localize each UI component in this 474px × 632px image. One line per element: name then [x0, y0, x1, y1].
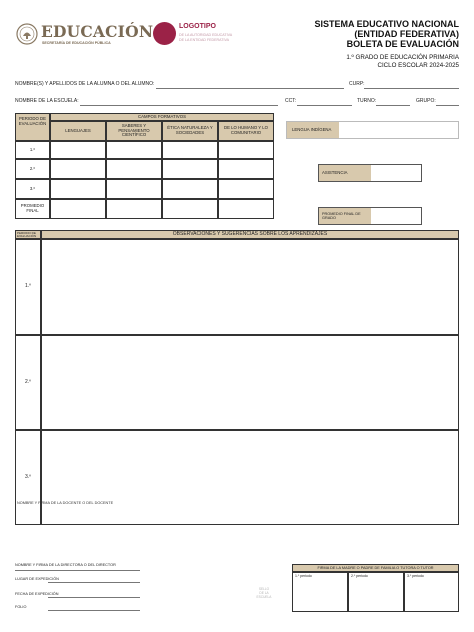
obs-text-area[interactable]	[41, 430, 459, 525]
grade-cell[interactable]	[218, 141, 274, 159]
curp-label: CURP:	[349, 81, 365, 87]
grade-cell[interactable]	[162, 179, 218, 199]
parents-signature-title: FIRMA DE LA MADRE O PADRE DE FAMILIA O TUTORA O TUTOR	[292, 564, 459, 572]
col-humano: DE LO HUMANO Y LO COMUNITARIO	[218, 121, 274, 141]
grade-cell[interactable]	[162, 159, 218, 179]
obs-period-label-1: 1.º	[15, 239, 41, 335]
brand-title: EDUCACIÓN	[41, 22, 154, 41]
promedio-final-label: PROMEDIO FINAL DE GRADO	[319, 208, 371, 224]
campos-formativos-header: CAMPOS FORMATIVOS	[50, 113, 274, 121]
date-line[interactable]	[48, 597, 140, 598]
grade-cell[interactable]	[50, 159, 106, 179]
lengua-indigena-label: LENGUA INDÍGENA	[287, 122, 339, 138]
seal-line-1: SELLO	[258, 587, 270, 591]
grade-cell[interactable]	[162, 199, 218, 219]
grupo-label: GRUPO:	[416, 98, 436, 104]
title-line-1: SISTEMA EDUCATIVO NACIONAL	[314, 19, 459, 29]
place-label: LUGAR DE EXPEDICIÓN	[15, 577, 59, 581]
grade-cell[interactable]	[50, 199, 106, 219]
obs-period-label-3: 3.º	[15, 430, 41, 525]
seal-line-3: ESCUELA	[256, 594, 272, 599]
grade-cell[interactable]	[106, 141, 162, 159]
grade-cell[interactable]	[50, 179, 106, 199]
parent-signature-box[interactable]	[292, 572, 348, 612]
school-seal-placeholder	[250, 588, 278, 600]
grade-cell[interactable]	[218, 159, 274, 179]
cct-line[interactable]	[297, 105, 352, 106]
asistencia-label: ASISTENCIA	[319, 165, 371, 181]
director-label: NOMBRE Y FIRMA DE LA DIRECTORA O DEL DIRECTOR	[15, 563, 116, 567]
logo-sub-2: DE LA ENTIDAD FEDERATIVA	[179, 38, 229, 42]
grade-cell[interactable]	[162, 141, 218, 159]
promedio-final-box	[318, 207, 422, 225]
asistencia-box	[318, 164, 422, 182]
grade-cell[interactable]	[50, 141, 106, 159]
grades-period-header: PERIODO DE EVALUACIÓN	[15, 113, 50, 141]
cycle-label: CICLO ESCOLAR 2024-2025	[377, 61, 459, 69]
student-name-label: NOMBRE(S) Y APELLIDOS DE LA ALUMNA O DEL ALUMNO:	[15, 81, 155, 87]
grupo-line[interactable]	[436, 105, 459, 106]
title-line-3: BOLETA DE EVALUACIÓN	[346, 39, 459, 50]
grade-label: 1.º GRADO DE EDUCACIÓN PRIMARIA	[346, 54, 459, 61]
brand-subtitle: SECRETARÍA DE EDUCACIÓN PÚBLICA	[42, 41, 111, 45]
col-saberes: SABERES Y PENSAMIENTO CIENTÍFICO	[106, 121, 162, 141]
logo-label: LOGOTIPO	[179, 23, 216, 30]
grade-info	[259, 54, 459, 70]
row-label-3: 3.º	[15, 179, 50, 199]
place-line[interactable]	[48, 582, 140, 583]
date-label: FECHA DE EXPEDICIÓN	[15, 592, 59, 596]
parent-signature-box[interactable]	[348, 572, 404, 612]
title-line-2: (ENTIDAD FEDERATIVA)	[354, 29, 459, 40]
grade-cell[interactable]	[106, 199, 162, 219]
row-label-2: 2.º	[15, 159, 50, 179]
parent-period-1: 1.º periodo	[295, 574, 312, 578]
col-etica: ÉTICA NATURALEZA Y SOCIEDADES	[162, 121, 218, 141]
grade-cell[interactable]	[218, 199, 274, 219]
cct-label: CCT:	[285, 98, 297, 104]
sep-seal-icon	[16, 23, 38, 45]
turno-label: TURNO:	[357, 98, 377, 104]
parent-signature-box[interactable]	[404, 572, 459, 612]
obs-text-area[interactable]	[41, 335, 459, 430]
turno-line[interactable]	[376, 105, 410, 106]
row-label-1: 1.º	[15, 141, 50, 159]
lengua-indigena-box	[286, 121, 459, 139]
col-lenguajes: LENGUAJES	[50, 121, 106, 141]
document-title	[259, 19, 459, 49]
parent-period-3: 3.º periodo	[407, 574, 424, 578]
obs-period-label-2: 2.º	[15, 335, 41, 430]
row-label-final: PROMEDIO FINAL	[15, 199, 50, 219]
grade-cell[interactable]	[218, 179, 274, 199]
grade-cell[interactable]	[106, 179, 162, 199]
obs-title: OBSERVACIONES Y SUGERENCIAS SOBRE LOS APRENDIZAJES	[41, 230, 459, 239]
folio-line[interactable]	[48, 610, 140, 611]
folio-label: FOLIO	[15, 605, 27, 609]
grade-cell[interactable]	[106, 159, 162, 179]
logo-placeholder-icon	[153, 22, 176, 45]
student-name-line[interactable]	[156, 88, 344, 89]
director-line[interactable]	[15, 570, 140, 571]
obs-period-header: PERIODO DE EVALUACIÓN	[15, 230, 41, 239]
teacher-signature-label: NOMBRE Y FIRMA DE LA DOCENTE O DEL DOCENTE	[17, 501, 114, 505]
school-line[interactable]	[80, 105, 278, 106]
school-label: NOMBRE DE LA ESCUELA:	[15, 98, 79, 104]
logo-sub-1: DE LA AUTORIDAD EDUCATIVA	[179, 33, 233, 37]
curp-line[interactable]	[364, 88, 459, 89]
obs-text-area[interactable]	[41, 239, 459, 335]
parent-period-2: 2.º periodo	[351, 574, 368, 578]
seal-line-2: DE LA	[259, 590, 269, 595]
